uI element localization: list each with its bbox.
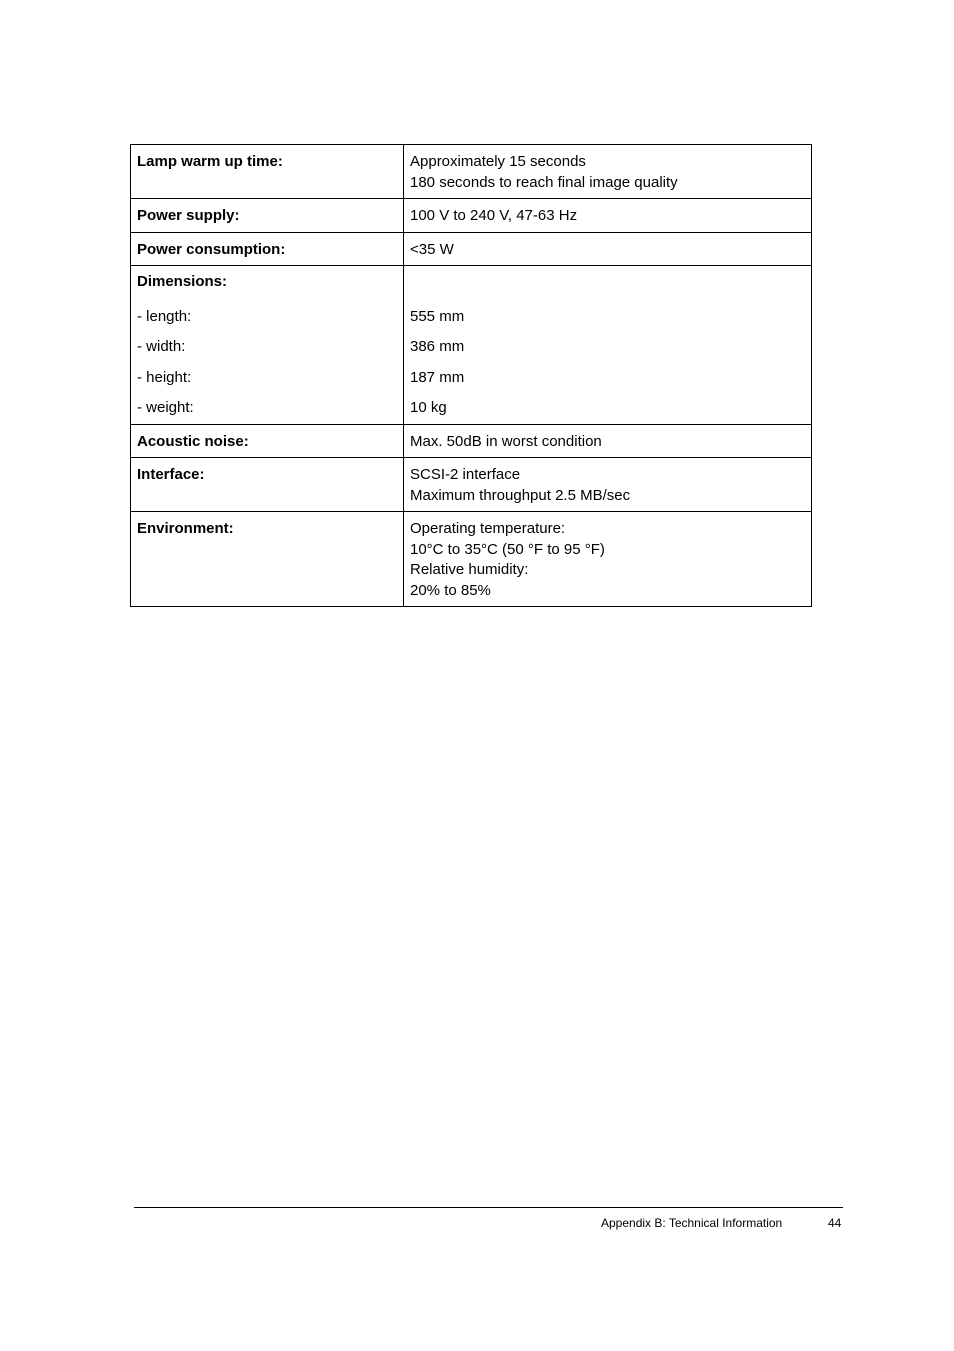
table-row-interface	[131, 458, 812, 512]
table-row-environment	[131, 512, 812, 607]
acoustic-noise-value-cell	[404, 424, 812, 458]
environment-value-line3: Relative humidity:	[410, 561, 529, 578]
dimension-length-label: - length:	[137, 307, 192, 325]
table-row-dimensions	[131, 266, 812, 425]
environment-value-line4: 20% to 85%	[410, 581, 491, 599]
acoustic-noise-label-cell	[131, 424, 404, 458]
technical-specifications-table	[130, 144, 812, 607]
power-supply-label-cell	[131, 199, 404, 233]
lamp-warm-up-label-cell	[131, 145, 404, 199]
table-row-power-consumption	[131, 232, 812, 266]
footer-divider	[134, 1207, 843, 1208]
table-row-acoustic-noise	[131, 424, 812, 458]
environment-label: Environment:	[137, 520, 234, 537]
environment-value-line2: 10°C to 35°C (50 °F to 95 °F)	[410, 540, 605, 558]
power-consumption-value: <35 W	[410, 240, 454, 258]
dimension-height-label: - height:	[137, 368, 192, 386]
environment-value-line1: Operating temperature:	[410, 520, 566, 537]
acoustic-noise-label: Acoustic noise:	[137, 432, 249, 450]
footer-page-number: 44	[828, 1216, 842, 1230]
dimensions-value-spacer	[410, 271, 805, 302]
power-consumption-value-cell	[404, 232, 812, 266]
dimension-length-value: 555 mm	[410, 307, 465, 325]
dimension-width-label: - width:	[137, 338, 186, 355]
interface-value-line1: SCSI-2 interface	[410, 466, 521, 483]
power-supply-value: 100 V to 240 V, 47-63 Hz	[410, 207, 578, 224]
dimension-width-value: 386 mm	[410, 338, 465, 355]
power-supply-value-cell	[404, 199, 812, 233]
lamp-warm-up-value-line1: Approximately 15 seconds	[410, 153, 586, 170]
dimension-height-value: 187 mm	[410, 368, 465, 386]
table-row-lamp-warm-up	[131, 145, 812, 199]
power-consumption-label-cell	[131, 232, 404, 266]
footer-section-title: Appendix B: Technical Information	[601, 1216, 783, 1230]
lamp-warm-up-value-line2: 180 seconds to reach final image quality	[410, 173, 678, 191]
dimensions-label-cell	[131, 266, 404, 425]
environment-label-cell	[131, 512, 404, 607]
power-supply-label: Power supply:	[137, 207, 240, 224]
dimension-weight-value: 10 kg	[410, 399, 447, 416]
acoustic-noise-value: Max. 50dB in worst condition	[410, 432, 602, 450]
interface-label: Interface:	[137, 466, 205, 483]
interface-value-line2: Maximum throughput 2.5 MB/sec	[410, 486, 631, 504]
interface-value-cell	[404, 458, 812, 512]
table-row-power-supply	[131, 199, 812, 233]
power-consumption-label: Power consumption:	[137, 240, 286, 258]
dimensions-label: Dimensions:	[137, 273, 228, 290]
interface-label-cell	[131, 458, 404, 512]
lamp-warm-up-value-cell	[404, 145, 812, 199]
dimension-weight-label: - weight:	[137, 399, 194, 416]
dimensions-value-cell	[404, 266, 812, 425]
environment-value-cell	[404, 512, 812, 607]
lamp-warm-up-label: Lamp warm up time:	[137, 153, 283, 170]
